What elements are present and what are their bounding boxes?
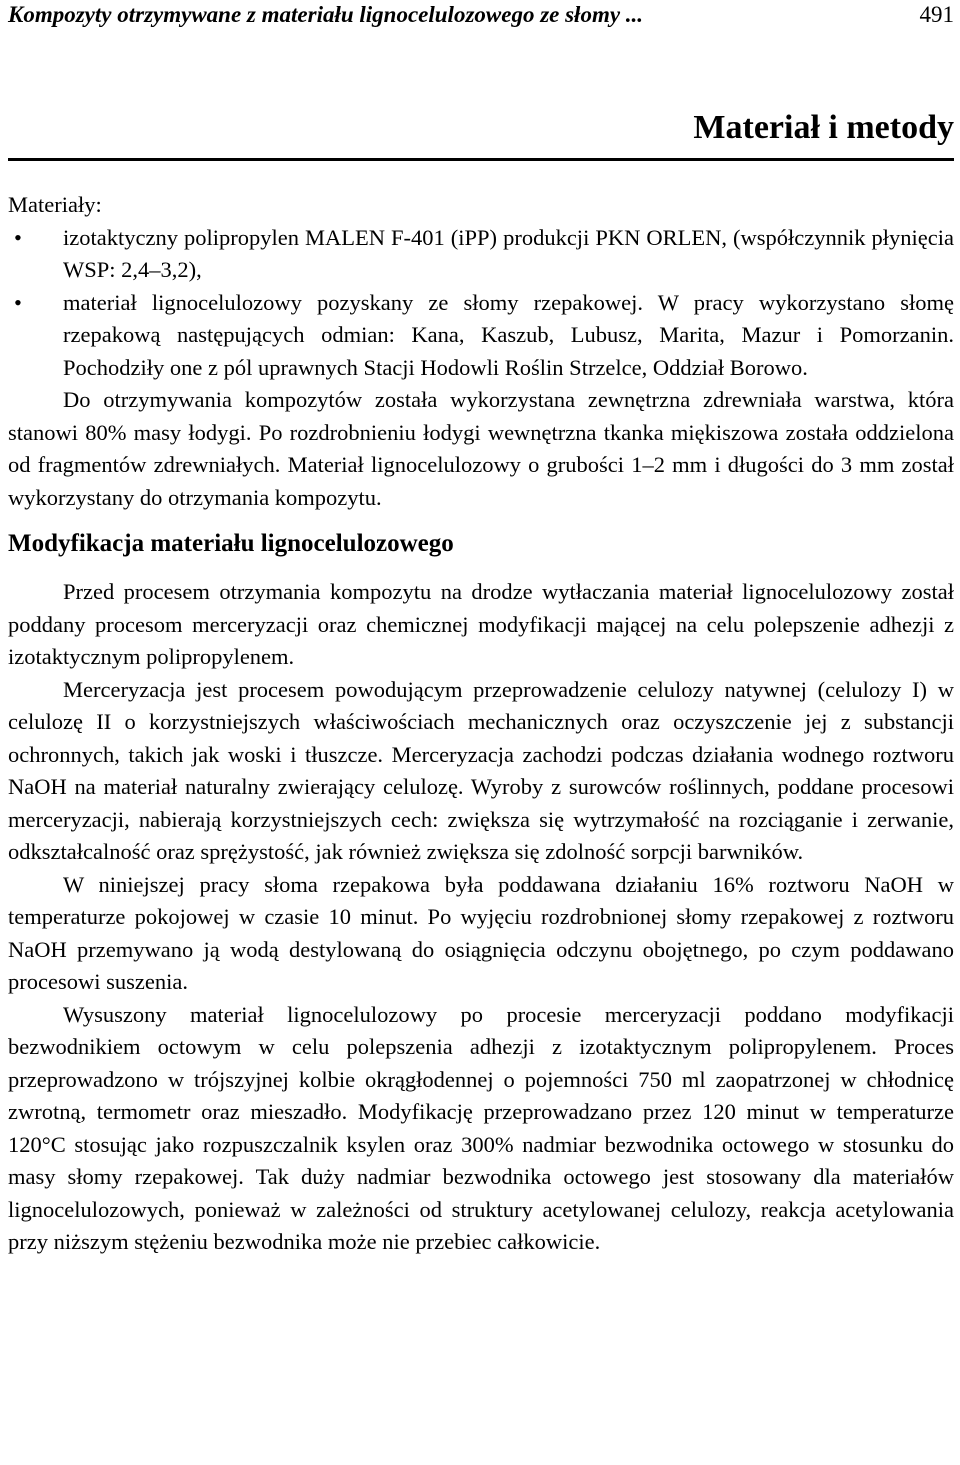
list-item-text: izotaktyczny polipropylen MALEN F-401 (iPP) produkcji PKN ORLEN, (współczynnik płynięcia WSP: 2,4–3,2), [63,224,954,282]
body-paragraph: Przed procesem otrzymania kompozytu na drodze wytłaczania materiał lignocelulozowy został poddany procesom merceryzacji oraz chemicznej modyfikacji mającej na celu polepszenie adhezji z izotaktycznym polipropylenem. [8,579,954,669]
document-page [8,0,954,1259]
running-title: Kompozyty otrzymywane z materiału lignocelulozowego ze słomy ... [8,2,644,27]
materials-label: Materiały: [8,192,102,217]
body-paragraph: Merceryzacja jest procesem powodującym przeprowadzenie celulozy natywnej (celulozy I) w celulozę II o korzystniejszych właściwościach mechanicznych oraz oczyszczenie jej z substancji ochronnych, takich jak woski i tłuszcze. Merceryzacja zachodzi podczas działania wodnego roztworu NaOH na materiał naturalny zwierający celulozę. Wyroby z surowców roślinnych, poddane procesowi merceryzacji, nabierają korzystniejszych cech: zwiększa się wytrzymałość na rozciąganie i zerwanie, odkształcalność oraz sprężystość, jak również zwiększa się zdolność sorpcji barwników. [8,676,954,864]
subsection-title: Modyfikacja materiału lignocelulozowego [8,530,454,557]
body-paragraph: W niniejszej pracy słoma rzepakowa była poddawana działaniu 16% roztworu NaOH w temperaturze pokojowej w czasie 10 minut. Po wyjęciu rozdrobnionej słomy rzepakowej z roztworu NaOH przemywano ją wodą destylowaną do osiągnięcia odczynu obojętnego, po czym poddawano procesowi suszenia. [8,871,954,994]
body-paragraph: Wysuszony materiał lignocelulozowy po procesie merceryzacji poddano modyfikacji bezwodnikiem octowym w celu polepszenia adhezji z izotaktycznym polipropylenem. Proces przeprowadzono w trójszyjnej kolbie okrągłodennej o pojemności 750 ml zaopatrzonej w chłodnicę zwrotną, termometr oraz mieszadło. Modyfikację przeprowadzano przez 120 minut w temperaturze 120°C stosując jako rozpuszczalnik ksylen oraz 300% nadmiar bezwodnika octowego w stosunku do masy słomy rzepakowej. Tak duży nadmiar bezwodnika octowego jest stosowany dla materiałów lignocelulozowych, ponieważ w zależności od struktury acetylowanej celulozy, reakcja acetylowania przy niższym stężeniu bezwodnika może nie przebiec całkowicie. [8,1001,954,1254]
bullet-icon: • [14,289,22,315]
page-number: 491 [919,2,954,27]
list-item [8,222,954,287]
materials-list [8,222,954,385]
running-header [8,0,954,36]
section-divider [8,158,954,161]
list-item-text: materiał lignocelulozowy pozyskany ze słomy rzepakowej. W pracy wykorzystano słomę rzepakową następujących odmian: Kana, Kaszub, Lubusz, Marita, Mazur i Pomorzanin. Pochodziły one z pól uprawnych Stacji Hodowli Roślin Strzelce, Oddział Borowo. [63,289,954,380]
materials-paragraph: Do otrzymywania kompozytów została wykorzystana zewnętrzna zdrewniała warstwa, która stanowi 80% masy łodygi. Po rozdrobnieniu łodygi wewnętrzna tkanka miękiszowa została oddzielona od fragmentów zdrewniałych. Materiał lignocelulozowy o grubości 1–2 mm i długości do 3 mm został wykorzystany do otrzymania kompozytu. [8,387,954,510]
bullet-icon: • [14,224,22,250]
document-body [8,189,954,1259]
section-title: Materiał i metody [693,109,954,146]
list-item [8,287,954,385]
